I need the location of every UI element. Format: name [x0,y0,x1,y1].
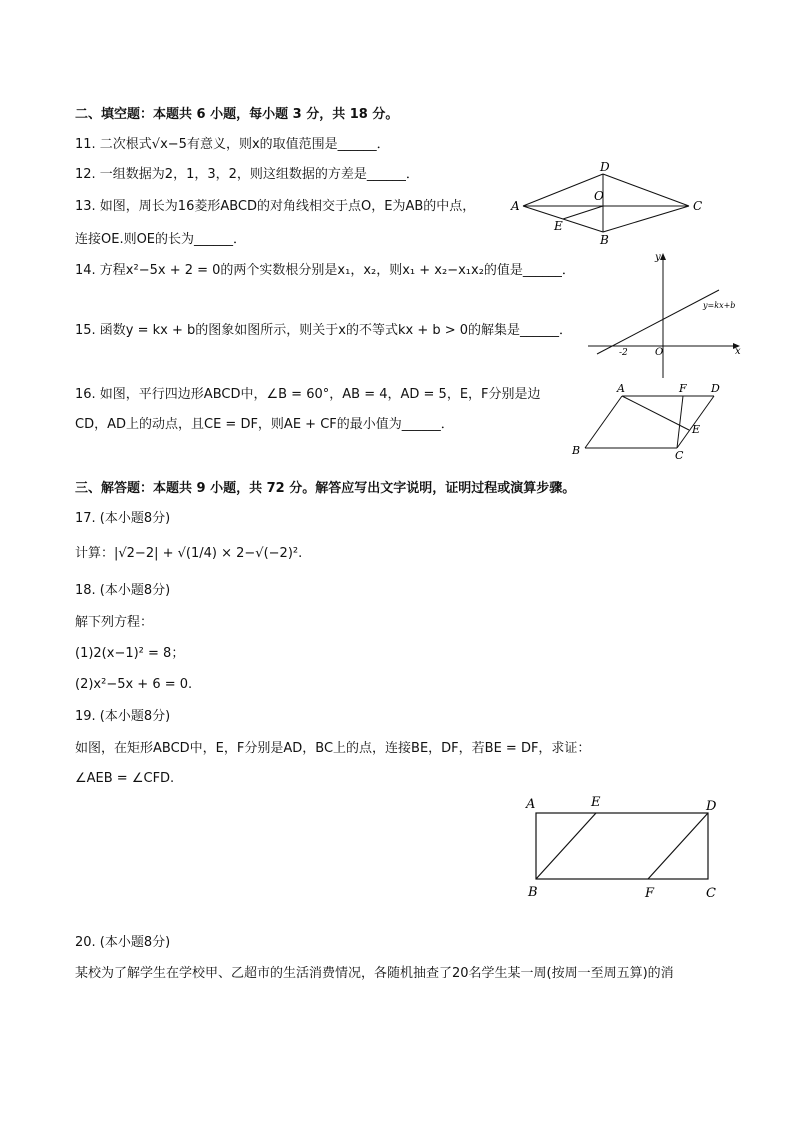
question-18-title: 18. (本小题8分) [75,583,171,598]
section3-heading: 三、解答题：本题共 9 小题，共 72 分。解答应写出文字说明，证明过程或演算步骤。 [75,481,576,496]
question-17-title: 17. (本小题8分) [75,511,171,526]
label-f: F [679,382,687,395]
segment-be [536,813,596,879]
question-19-title: 19. (本小题8分) [75,709,171,724]
question-19-line2: ∠AEB = ∠CFD. [75,771,175,786]
label-e: E [692,423,701,436]
question-14: 14. 方程x²−5x + 2 = 0的两个实数根分别是x₁，x₂，则x₁ + x₂−x₁x₂的值是______． [75,263,575,278]
parallelogram-figure [565,380,735,462]
question-16-line1: 16. 如图，平行四边形ABCD中，∠B = 60°，AB = 4，AD = 5，E，F分别是边 [75,387,541,402]
question-20-line1: 某校为了解学生在学校甲、乙超市的生活消费情况，各随机抽查了20名学生某一周(按周一至周五算)的消 [75,966,674,981]
label-line-equation: y=kx+b [703,301,736,310]
linear-graph-figure [585,250,745,382]
question-17-body: 计算：|√2−2| + √(1/4) × 2−√(−2)². [75,546,303,561]
label-c: C [693,199,703,213]
label-e: E [554,219,563,233]
question-12: 12. 一组数据为2，1，3，2，则这组数据的方差是______． [75,167,419,182]
function-line [597,290,719,354]
label-origin: O [655,347,664,358]
label-y: y [655,252,661,263]
question-20-title: 20. (本小题8分) [75,935,171,950]
question-18-intro: 解下列方程： [75,615,154,630]
segment-oe [563,206,603,219]
label-c: C [706,886,716,901]
segment-df [648,813,708,879]
label-e: E [591,795,601,810]
rhombus-side-dc [603,174,689,206]
rhombus-figure [505,160,705,248]
question-11: 11. 二次根式√x−5有意义，则x的取值范围是______． [75,137,390,152]
question-13-line2: 连接OE.则OE的长为______． [75,232,247,247]
question-16-line2: CD，AD上的动点，且CE = DF，则AE + CF的最小值为______． [75,417,454,432]
label-d: D [706,799,717,814]
rectangle-abcd [536,813,708,879]
section2-heading: 二、填空题：本题共 6 小题，每小题 3 分，共 18 分。 [75,107,399,122]
question-15: 15. 函数y = kx + b的图象如图所示，则关于x的不等式kx + b > 0的解集是______． [75,323,573,338]
question-13-line1: 13. 如图，周长为16菱形ABCD的对角线相交于点O，E为AB的中点， [75,199,476,214]
label-x: x [735,346,741,357]
label-a: A [617,382,625,395]
label-b: B [600,233,609,247]
rhombus-side-cb [603,206,689,232]
label-b: B [572,444,581,457]
y-axis-arrow [660,253,666,260]
side-ba [585,396,622,448]
rhombus-side-ad [523,174,603,206]
label-c: C [675,449,684,462]
label-b: B [528,885,538,900]
segment-ae [622,396,689,430]
question-18-part2: (2)x²−5x + 6 = 0. [75,677,193,692]
question-19-line1: 如图，在矩形ABCD中，E，F分别是AD，BC上的点，连接BE，DF，若BE = DF，求证： [75,741,591,756]
label-f: F [645,886,655,901]
label-a: A [511,199,520,213]
question-18-part1: (1)2(x−1)² = 8； [75,646,185,661]
label-intercept: -2 [619,348,628,358]
label-a: A [526,797,536,812]
label-d: D [711,382,720,395]
rectangle-figure [520,792,730,904]
label-d: D [600,160,610,174]
label-o: O [594,189,604,203]
